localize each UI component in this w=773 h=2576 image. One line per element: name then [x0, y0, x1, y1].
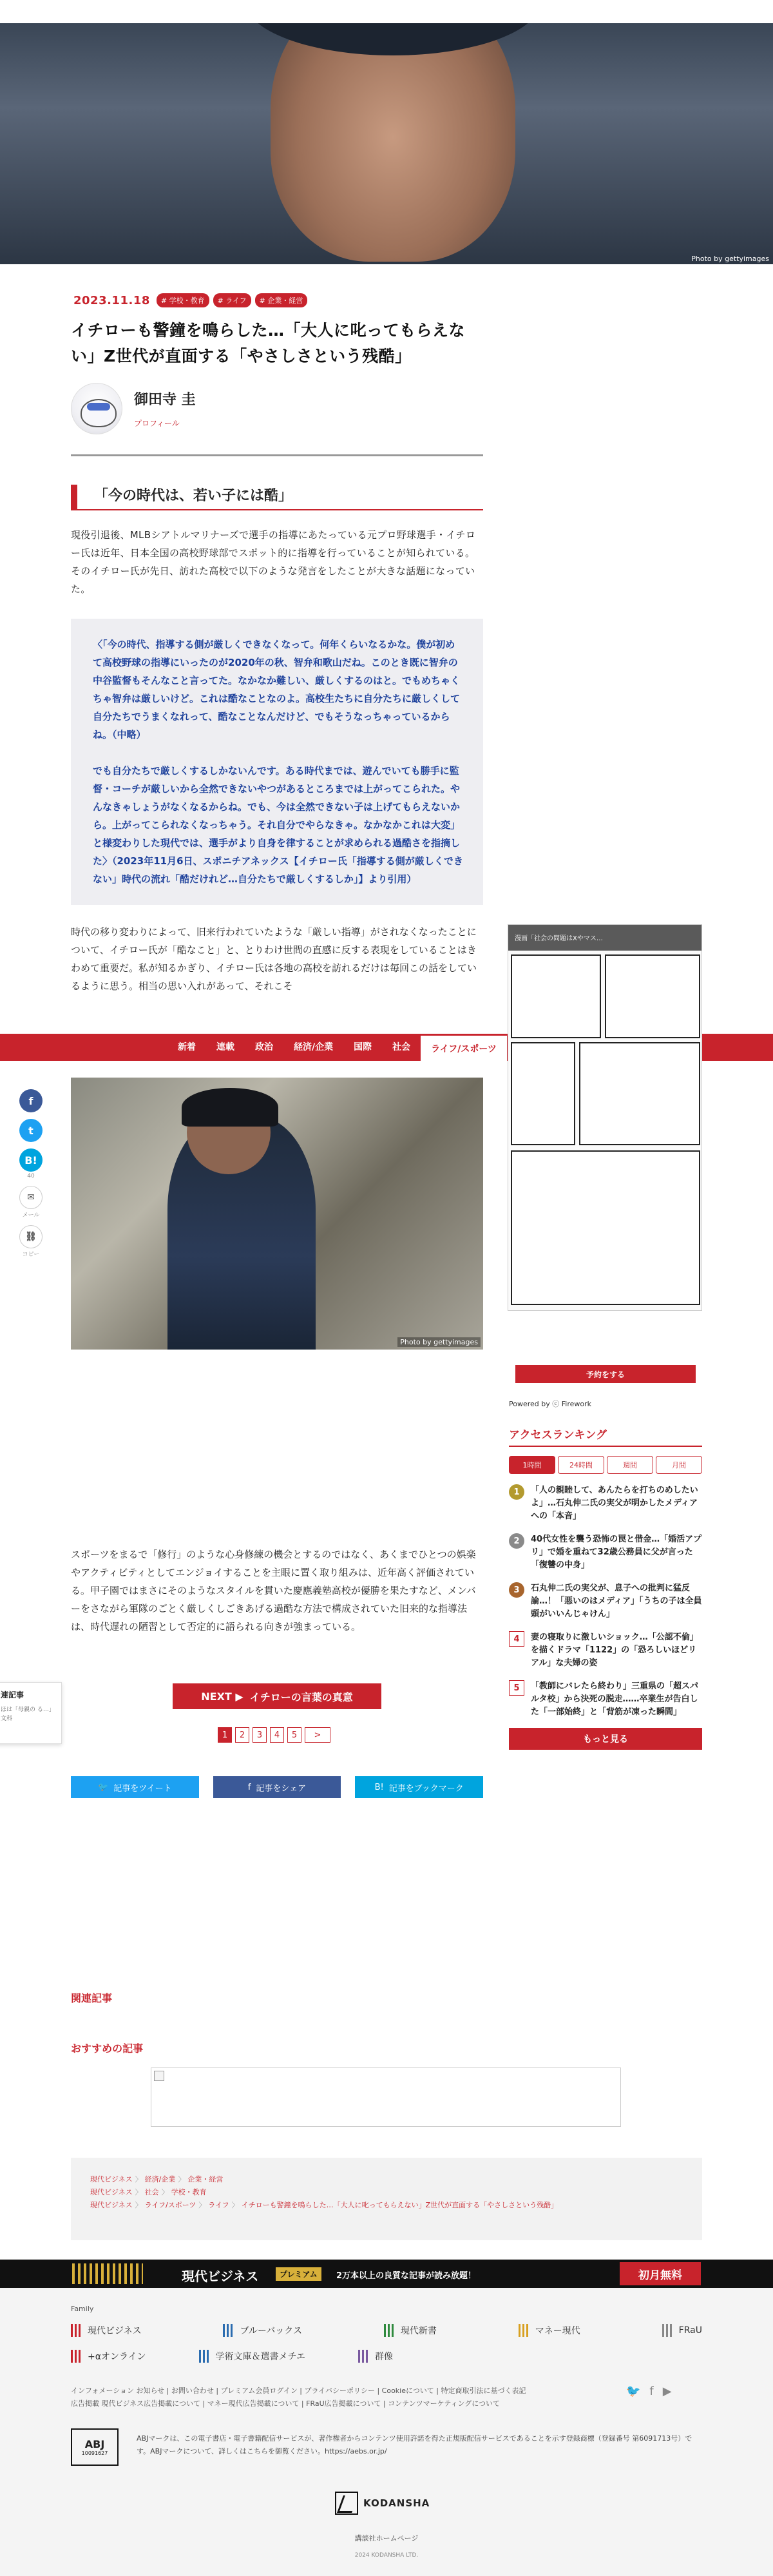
brand-bluebacks[interactable]: [223, 2324, 302, 2337]
crumb[interactable]: ライフ/スポーツ: [144, 2201, 196, 2209]
paragraph-3: スポーツをまるで「修行」のような心身修練の機会とするのではなく、あくまでひとつの娯楽やアクティビティとしてエンジョイすることを主眼に置く取り組みは、近年高く評価されている。甲子園ではまさにそのようなスタイルを貫いた慶應義塾高校が優勝を果たすなど、メンバーをさながら軍隊のごとく厳しくしごきあげる過酷な方法で構成されていた旧来的な指導法は、時代遅れの陋習として否定的に語られる向きが強まっている。: [71, 1549, 476, 1632]
panel: [579, 1042, 700, 1145]
brand-row-2: [71, 2350, 702, 2363]
side-share: [18, 1089, 44, 1258]
brand-label: 現代新書: [400, 2326, 437, 2336]
author-name[interactable]: 御田寺 圭: [134, 392, 196, 408]
rank-number: 1: [509, 1484, 524, 1500]
crumb[interactable]: 学校・教育: [171, 2188, 207, 2196]
brand-money[interactable]: [519, 2324, 580, 2337]
tab-week[interactable]: 週間: [607, 1456, 653, 1474]
nav-society[interactable]: 社会: [392, 1042, 411, 1052]
pagination: [218, 1727, 330, 1743]
mail-label: メール: [22, 1212, 40, 1219]
article-title: イチローも警鐘を鳴らした…「大人に叱ってもらえない」Z世代が直面する「やさしさという残酷」: [71, 321, 466, 365]
copyright: 2024 KODANSHA LTD.: [354, 2552, 419, 2559]
next-page-button[interactable]: [173, 1683, 381, 1709]
paragraph-1: 現役引退後、MLBシアトルマリナーズで選手の指導にあたっている元プロ野球選手・イチロー氏は近年、日本全国の高校野球部でスポット的に指導を行っていることが知られている。そのイチロー氏が先日、訪れた高校で以下のような発言をしたことが大きな話題になっていた。: [71, 529, 476, 595]
ranking-item[interactable]: [509, 1533, 702, 1572]
hatena-count: 40: [27, 1173, 35, 1179]
crumb[interactable]: 企業・経営: [187, 2175, 224, 2184]
manga-panels: [508, 951, 702, 1311]
footer-links-ads[interactable]: 広告掲載 現代ビジネス広告掲載について | マネー現代広告掲載について | FRaU広告掲載について | コンテンツマーケティングについて: [71, 2399, 501, 2408]
brand-label: 現代ビジネス: [88, 2326, 142, 2336]
article-meta: [73, 293, 483, 307]
next-label: NEXT ▶: [201, 1690, 243, 1703]
abj-mark: [71, 2428, 119, 2466]
panel: [511, 954, 601, 1038]
hatena-bookmark-button[interactable]: [355, 1776, 483, 1798]
stripe-decoration: [72, 2263, 143, 2284]
footer-social: [626, 2385, 672, 2398]
video-title: 漫画「社会の問題はXやマス…: [508, 925, 701, 951]
kodansha-icon: [335, 2492, 358, 2515]
crumb[interactable]: 現代ビジネス: [90, 2201, 133, 2209]
crumb-current: イチローも警鐘を鳴らした…「大人に叱ってもらえない」Z世代が直面する「やさしさという残酷」: [241, 2201, 558, 2209]
crumb[interactable]: ライフ: [208, 2201, 229, 2209]
crumb[interactable]: 現代ビジネス: [90, 2188, 133, 2196]
premium-badge: プレミアム: [276, 2267, 321, 2281]
article-photo: [71, 1078, 483, 1350]
brand-row-1: [71, 2324, 702, 2337]
nav-politics[interactable]: 政治: [255, 1042, 273, 1052]
footer-links-info[interactable]: インフォメーション お知らせ | お問い合わせ | プレミアム会員ログイン | プライバシーポリシー | Cookieについて | 特定商取引法に基づく表記: [71, 2387, 526, 2395]
brand-alpha[interactable]: [71, 2350, 146, 2363]
popup-title: 連記事: [1, 1690, 24, 1700]
brand-icon: [358, 2350, 370, 2363]
breadcrumbs: [71, 2158, 702, 2240]
link-icon[interactable]: ⛓: [19, 1225, 43, 1248]
breadcrumb: 現代ビジネス 〉 ライフ/スポーツ 〉 ライフ 〉 イチローも警鐘を鳴らした…「大人に叱ってもらえない」Z世代が直面する「やさしさという残酷」: [90, 2201, 558, 2209]
premium-message: 2万本以上の良質な記事が読み放題！: [336, 2271, 477, 2281]
breadcrumb: 現代ビジネス 〉 経済/企業 〉 企業・経営: [90, 2175, 224, 2184]
brand-gunzo[interactable]: [358, 2350, 393, 2363]
facebook-icon[interactable]: f: [19, 1089, 43, 1112]
quote-part-2: でも自分たちで厳しくするしかないんです。ある時代までは、遊んでいても勝手に監督・コーチが厳しいから全然できないやつがあるところまでは上がってこられた。やんなきゃしょうがなくなるからね。でも、今は全然できない子は上げてもらえないから。上がってこられなくなっちゃう。それ自分でやらなきゃ。なかなかこれは大変」と様変わりした現代では、選手がより自身を律することが求められる過酷さを指摘した〉（2023年11月6日、スポニチアネックス【イチロー氏「指導する側が厳しくできない」時代の流れ「酷だけれど…自分たちで厳しくするしか」】より引用）: [93, 765, 463, 885]
tag-business[interactable]: # 企業・経営: [255, 293, 308, 307]
rank-text: 40代女性を襲う恐怖の罠と借金…「婚活アプリ」で婚を重ねて32歳公務員に父が言った「復讐の中身」: [531, 1535, 702, 1570]
tag-school[interactable]: # 学校・教育: [157, 293, 209, 307]
nav-international[interactable]: 国際: [354, 1042, 372, 1052]
rank-number: 2: [509, 1533, 524, 1549]
copy-label: コピー: [22, 1252, 40, 1258]
ranking-item[interactable]: [509, 1484, 702, 1523]
recommend-heading: おすすめの記事: [71, 2042, 144, 2055]
brand-icon: [71, 2324, 82, 2337]
brand-gakujutsu[interactable]: [199, 2350, 305, 2363]
page-4[interactable]: 4: [270, 1727, 284, 1743]
kodansha-home-link[interactable]: 講談社ホームページ: [354, 2534, 419, 2542]
mail-icon[interactable]: ✉: [19, 1186, 43, 1209]
kodansha-label: KODANSHA: [363, 2497, 430, 2509]
brand-frau[interactable]: [662, 2324, 702, 2337]
crumb[interactable]: 現代ビジネス: [90, 2175, 133, 2184]
ranking-more-button[interactable]: もっと見る: [509, 1728, 702, 1750]
related-heading: 関連記事: [71, 1992, 113, 2004]
rank-number: 5: [509, 1680, 524, 1696]
facebook-icon[interactable]: f: [649, 2385, 654, 2398]
divider: [71, 454, 483, 456]
video-widget[interactable]: [508, 924, 702, 1311]
rank-number: 3: [509, 1582, 524, 1598]
brand-label: FRaU: [678, 2325, 702, 2336]
tweet-button[interactable]: [71, 1776, 199, 1798]
hatena-icon: B!: [374, 1782, 384, 1792]
rank-text: 妻の寝取りに激しいショック…「公認不倫」を描くドラマ「1122」の「恐ろしいほどリアル」な夫婦の姿: [531, 1632, 698, 1668]
kodansha-logo[interactable]: [335, 2492, 430, 2515]
nav-life-sports[interactable]: ライフ/スポーツ: [421, 1034, 507, 1061]
free-trial-button[interactable]: 初月無料: [620, 2262, 701, 2285]
hero-face: [271, 23, 515, 262]
author-block: [71, 380, 483, 438]
photo-credit: Photo by gettyimages: [397, 1337, 481, 1347]
family-label: Family: [71, 2305, 94, 2313]
brand-icon: [384, 2324, 396, 2337]
paragraph-2: 時代の移り変わりによって、旧来行われていたような「厳しい指導」がされなくなったことについて、イチロー氏が「酷なこと」と、とりわけ世間の直感に反する表現をしていることはきわめて重要だ。私が知るかぎり、イチロー氏は各地の高校を訪れるだけは毎回この話をしているように思う。相当の思い入れがあって、それこそ: [71, 926, 477, 992]
breadcrumb: 現代ビジネス 〉 社会 〉 学校・教育: [90, 2188, 207, 2196]
crumb[interactable]: 経済/企業: [144, 2175, 176, 2184]
footer-links: [71, 2385, 625, 2410]
facebook-icon: f: [247, 1782, 251, 1792]
tab-24hour[interactable]: 24時間: [558, 1456, 604, 1474]
player-cap: [182, 1088, 278, 1127]
access-ranking: [509, 1426, 702, 1750]
nav-new[interactable]: 新着: [178, 1042, 196, 1052]
hero-credit: Photo by gettyimages: [691, 255, 769, 263]
hatena-label: 記事をブックマーク: [388, 1783, 464, 1794]
abj-logo: ABJ: [84, 2438, 105, 2450]
twitter-icon[interactable]: t: [19, 1119, 43, 1142]
nav-economy[interactable]: 経済/企業: [294, 1042, 334, 1052]
crumb[interactable]: 社会: [144, 2188, 159, 2196]
hatena-bookmark-icon[interactable]: B!: [19, 1148, 43, 1172]
hero-image: [0, 23, 773, 264]
quote-part-1: 〈「今の時代、指導する側が厳しくできなくなって。何年くらいなるかな。僕が初めて高校野球の指導にいったのが2020年の秋、智弁和歌山だね。このとき既に智弁の中谷監督もそんなこと言ってた。なかなか難しい、厳しくするのはと。でもめちゃくちゃ智弁は厳しいけど。これは酷なことなのよ。高校生たちに自分たちに厳しくして自分たちでうまくなれって、酷なことなんだけど、でもそうなっちゃっているからね。（中略）: [93, 639, 461, 741]
share-buttons: [71, 1776, 483, 1798]
ranking-tabs: [509, 1456, 702, 1474]
brand-label: ブルーバックス: [240, 2326, 303, 2336]
abj-code: 10091627: [81, 2450, 108, 2456]
rank-text: 「人の親睦して、あんたらを打ちのめしたいよ」…石丸伸二氏の実父が明かしたメディアへの「本音」: [531, 1486, 698, 1521]
brand-icon: [662, 2324, 674, 2337]
youtube-icon[interactable]: ▶: [662, 2385, 672, 2398]
tab-month[interactable]: 月間: [656, 1456, 702, 1474]
tag-life[interactable]: # ライフ: [213, 293, 251, 307]
twitter-icon: 🐦: [98, 1782, 109, 1792]
popup-desc: ほは「母親の る…」 文科: [1, 1707, 55, 1722]
author-profile-link[interactable]: プロフィール: [134, 419, 180, 428]
related-popup[interactable]: [0, 1682, 62, 1744]
ranking-item[interactable]: [509, 1582, 702, 1621]
twitter-icon[interactable]: 🐦: [626, 2385, 641, 2398]
brand-label: 群像: [375, 2352, 393, 2362]
premium-banner[interactable]: [0, 2260, 773, 2288]
broken-image-icon: [154, 2071, 164, 2081]
page-3[interactable]: 3: [253, 1727, 267, 1743]
quote-block: [71, 619, 483, 905]
brand-label: +αオンライン: [88, 2352, 146, 2362]
next-title: イチローの言葉の真意: [249, 1690, 353, 1703]
page-5[interactable]: 5: [287, 1727, 301, 1743]
brand-label: マネー現代: [535, 2326, 580, 2336]
article-date: 2023.11.18: [73, 293, 150, 307]
page-2[interactable]: 2: [235, 1727, 249, 1743]
reserve-button[interactable]: 予約をする: [515, 1365, 696, 1383]
ranking-item[interactable]: [509, 1680, 702, 1719]
brand-icon: [199, 2350, 211, 2363]
facebook-share-button[interactable]: [213, 1776, 341, 1798]
ranking-title: アクセスランキング: [509, 1426, 702, 1447]
section-heading: 「今の時代は、若い子には酷」: [71, 485, 483, 510]
ad-frame[interactable]: [151, 2068, 621, 2127]
abj-text: ABJマークは、この電子書店・電子書籍配信サービスが、著作権者からコンテンツ使用許諾を得た正規版配信サービスであることを示す登録商標（登録番号 第6091713号）です。ABJマークについて、詳しくはこちらを御覧ください。https://aebs.or.jp/: [137, 2434, 692, 2455]
ranking-item[interactable]: [509, 1631, 702, 1670]
brand-gendai[interactable]: [71, 2324, 142, 2337]
article: [71, 293, 483, 995]
rank-number: 4: [509, 1631, 524, 1647]
tab-1hour[interactable]: 1時間: [509, 1456, 555, 1474]
rank-text: 「教師にバレたら終わり」三重県の「超スパルタ校」から決死の脱走……卒業生が告白した「一部始終」と「背筋が凍った瞬間」: [531, 1681, 699, 1717]
facebook-label: 記事をシェア: [256, 1783, 307, 1794]
powered-by: Powered by ⓒ Firework: [509, 1400, 591, 1408]
premium-title: 現代ビジネス: [182, 2269, 259, 2284]
brand-icon: [71, 2350, 82, 2363]
rank-text: 石丸伸二氏の実父が、息子への批判に猛反論…！「悪いのはメディア」「うちの子は全員頭がいいんじゃけん」: [531, 1583, 702, 1619]
brand-icon: [519, 2324, 530, 2337]
footer: [0, 2288, 773, 2576]
panel: [511, 1042, 575, 1145]
author-avatar[interactable]: [71, 383, 122, 434]
panel: [605, 954, 700, 1038]
nav-series[interactable]: 連載: [216, 1042, 234, 1052]
page-next[interactable]: >: [305, 1727, 330, 1743]
panel: [511, 1150, 700, 1305]
brand-label: 学術文庫＆選書メチエ: [215, 2352, 305, 2362]
page-1[interactable]: 1: [218, 1727, 232, 1743]
tweet-label: 記事をツイート: [113, 1783, 172, 1794]
brand-shinsho[interactable]: [384, 2324, 437, 2337]
brand-icon: [223, 2324, 234, 2337]
